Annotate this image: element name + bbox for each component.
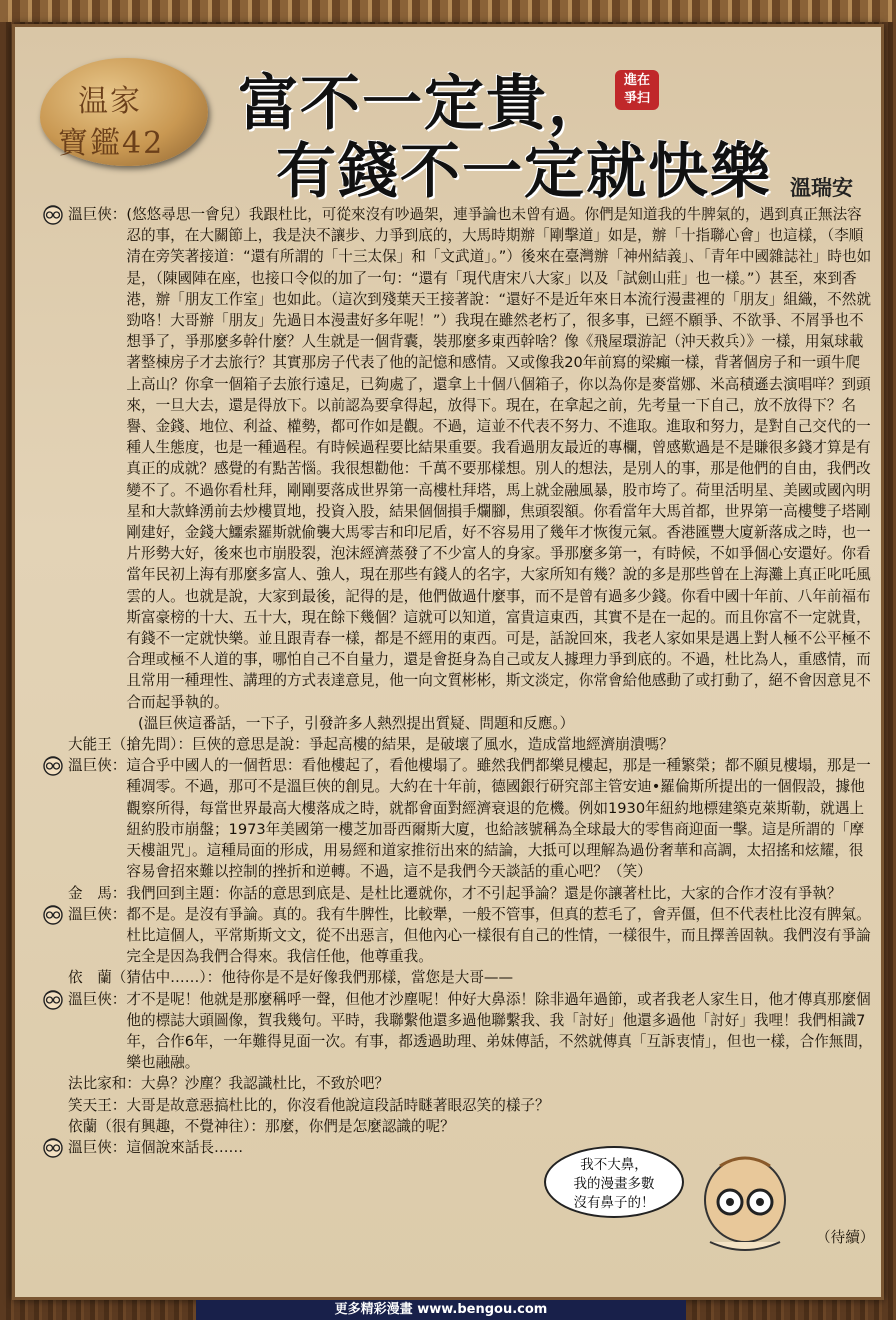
red-stamp: 進在 爭扫 bbox=[615, 70, 659, 110]
title-line-1: 富不一定貴， bbox=[238, 69, 610, 139]
series-issue: 寶鑑42 bbox=[58, 126, 165, 161]
speech-text: 巨俠的意思是說：爭起高樓的結果，是破壞了風水，造成當地經濟崩潰嗎？ bbox=[192, 736, 674, 754]
bubble-line: 沒有鼻子的！ bbox=[573, 1195, 655, 1211]
speaker-label: 溫巨俠： bbox=[68, 905, 127, 923]
speech-text: 這個說來話長…… bbox=[126, 1138, 244, 1156]
caricature-icon bbox=[690, 1150, 800, 1260]
speech-text: 大哥是故意惡搞杜比的，你沒看他說這段話時瞇著眼忍笑的樣子？ bbox=[126, 1096, 550, 1114]
dialogue-entry bbox=[42, 734, 874, 755]
author-name: 溫瑞安 bbox=[790, 176, 853, 200]
speaker-label: 大能王（搶先問）： bbox=[68, 736, 193, 754]
speaker-face-icon bbox=[42, 990, 64, 1010]
bubble-line: 我不大鼻， bbox=[580, 1157, 648, 1173]
footer-site-banner[interactable]: 更多精彩漫畫 www.bengou.com bbox=[196, 1300, 686, 1320]
speaker-label: 笑天王： bbox=[68, 1096, 127, 1114]
dialogue-entry bbox=[42, 989, 874, 1074]
speaker-label: 溫巨俠： bbox=[68, 1138, 127, 1156]
speaker-label: 法比家和： bbox=[68, 1075, 141, 1093]
dialogue-body bbox=[42, 204, 874, 1158]
title-line-2: 有錢不一定就快樂 bbox=[276, 137, 772, 207]
speech-text: 這合乎中國人的一個哲思：看他樓起了，看他樓塌了。雖然我們都樂見樓起，那是一種繁榮；都不願見樓塌，那是一種凋零。不過，那可不是溫巨俠的創見。大約在十年前，德國銀行研究部主管安迪•羅倫斯所提出的一個假設，據他觀察所得，每當世界最高大樓落成之時，就都會面對經濟衰退的危機。例如1930年紐約地標建築克萊斯勒，就遇上紐約股市崩盤；1973年美國第一樓芝加哥西爾斯大廈，也給該號稱為全球最大的零售商迎面一擊。這是所謂的「摩天樓詛咒」。這種局面的形成，用易經和道家推衍出來的結論，大抵可以理解為過份奢華和高調，太招搖和炫耀，很容易會招來難以控制的挫折和逆轉。不過，這不是我們今天談話的重心吧？（笑） bbox=[126, 757, 871, 881]
speaker-label: 溫巨俠： bbox=[68, 206, 127, 223]
dialogue-entry bbox=[42, 904, 874, 968]
speaker-face-icon bbox=[42, 205, 64, 225]
speech-text: 我們回到主題：你話的意思到底是、是杜比遷就你，才不引起爭論？還是你讓著杜比，大家的合作才沒有爭執？ bbox=[126, 884, 842, 902]
speaker-face-icon bbox=[42, 905, 64, 925]
speaker-label: 溫巨俠： bbox=[68, 990, 127, 1008]
series-name: 温家 bbox=[78, 84, 142, 119]
dialogue-entry bbox=[42, 1073, 874, 1094]
bubble-line: 我的漫畫多數 bbox=[573, 1176, 655, 1192]
speaker-label: 金 馬： bbox=[68, 884, 127, 902]
speaker-face-icon bbox=[42, 1138, 64, 1158]
speaker-label: 溫巨俠： bbox=[68, 757, 127, 775]
dialogue-entry bbox=[42, 204, 874, 713]
speech-text: 大鼻？沙塵？我認識杜比，不致於吧？ bbox=[140, 1075, 390, 1093]
speech-text: 都不是。是沒有爭論。真的。我有牛脾性，比較犟，一般不管事，但真的惹毛了，會弄僵，但不代表杜比沒有脾氣。杜比這個人，平常斯斯文文，從不出惡言，但他內心一樣很有自己的性情，一樣很牛，而且擇善固執。我們沒有爭論完全是因為我們合得來。我信任他，他尊重我。 bbox=[126, 905, 871, 966]
dialogue-entry bbox=[42, 755, 874, 882]
continued-label: （待續） bbox=[816, 1229, 875, 1246]
dialogue-entry bbox=[42, 883, 874, 904]
speech-text: (悠悠尋思一會兒）我跟杜比，可從來沒有吵過架，連爭論也未曾有過。你們是知道我的牛脾氣的，遇到真正無法容忍的事，在大關節上，我是決不讓步、力爭到底的，大馬時期辦「剛擊道」如是，辦「十指聯心會」也這樣，（李順清在旁笑著接道：“還有所謂的「十三太保」和「文武道」。”）後來在臺灣辦「神州結義」、「青年中國雜誌社」時也如是，（陳國陣在座，也接口令似的加了一句：“還有「現代唐宋八大家」以及「試劍山莊」也一樣。”）甚至，來到香港，辦「朋友工作室」也如此。（這次到殘葉天王接著說：“還好不是近年來日本流行漫畫裡的「朋友」組織，不然就勁咯！大哥辦「朋友」先過日本漫畫好多年呢！”）我現在雖然老朽了，很多事，已經不願爭、不欲爭、不屑爭也不想爭了，爭那麼多幹什麼？人生就是一個背囊，裝那麼多東西幹啥？像《飛屋環游記（沖天救兵）》一樣，用氣球載著整棟房子才去旅行？其實那房子代表了他的記憶和感情。又或像我20年前寫的梁癲一樣，背著個房子和一頭牛爬上高山？你拿一個箱子去旅行遠足，已夠處了，還拿上十個八個箱子，你以為你是麥當娜、米高積遜去演唱咩？到頭來，一旦大去，還是得放下。以前認為要拿得起，放得下。現在，在拿起之前，先考量一下自己，放不放得下？名譽、金錢、地位、利益、權勢，都可作如是觀。不過，這並不代表不努力、不進取。進取和努力，是對自己交代的一種人生態度，也是一種過程。有時候過程要比結果重要。我看過朋友最近的專欄，曾感歎過是不是賺很多錢才算是有真正的成就？感覺的有點苦惱。我很想勸他：千萬不要那樣想。別人的想法，是別人的事，那是他們的自由，我們改變不了。不過你看杜拜，剛剛要落成世界第一高樓杜拜塔，馬上就金融風暴，股市垮了。荷里活明星、美國或國內明星和大款蜂湧前去炒樓買地，投資入股，結果個個損手爛腳，焦頭裂額。你看當年大馬首都，世界第一高樓雙子塔剛剛建好，金錢大鱷索羅斯就偷襲大馬零吉和印尼盾，好不容易用了幾年才恢復元氣。香港匯豐大廈新落成之時，也一片形勢大好，後來也市崩股裂，泡沫經濟蒸發了不少富人的身家。爭那麼多第一，有時候，不如爭個心安還好。你看當年民初上海有那麼多富人、強人，現在那些有錢人的名字，大家所知有幾？說的多是那些曾在上海灘上真正叱吒風雲的人。也就是說，大家到最後，記得的是，他們做過什麼事，而不是曾有過多少錢。你看中國十年前、八年前福布斯富豪榜的十大、五十大，現在餘下幾個？這就可以知道，富貴這東西，其實不是在一起的。而且你富不一定就貴，有錢不一定就快樂。並且跟青春一樣，都是不經用的東西。可是，話說回來，我老人家如果是遇上對人極不公平極不合理或極不人道的事，哪怕自己不自量力，還是會挺身為自己或友人據理力爭到底的。不過，杜比為人，重感情，而且常用一種理性、講理的方式表達意見，他一向文質彬彬，斯文淡定，你常會給他感動了或打動了，絕不會因意見不合而起爭執的。 bbox=[126, 206, 872, 711]
dialogue-entry bbox=[42, 967, 874, 988]
dialogue-entry bbox=[42, 713, 874, 734]
dialogue-entry bbox=[42, 1116, 874, 1137]
speech-bubble bbox=[544, 1146, 684, 1218]
narration-note: (溫巨俠這番話，一下子，引發許多人熱烈提出質疑、問題和反應。） bbox=[138, 714, 575, 732]
speaker-label: 依蘭（很有興趣，不覺神往）： bbox=[68, 1117, 266, 1135]
speaker-label: 依 蘭（猜估中……）： bbox=[68, 969, 222, 987]
dialogue-entry bbox=[42, 1095, 874, 1116]
speech-text: 那麼，你們是怎麼認識的呢？ bbox=[265, 1117, 455, 1135]
speech-text: 他待你是不是好像我們那樣，當您是大哥—— bbox=[221, 969, 514, 987]
speech-text: 才不是呢！他就是那麼稱呼一聲，但他才沙塵呢！仲好大鼻添！除非過年過節，或者我老人家生日，他才傳真那麼個他的標誌大頭圖像，賀我幾句。平時，我聯繫他還多過他聯繫我、我「討好」他還多過他「討好」我哩！我們相識7年，合作6年，一年難得見面一次。有事，都透過助理、弟妹傳話，不然就傳真「互訴衷情」，但也一樣，合作無間，樂也融融。 bbox=[126, 990, 873, 1072]
top-trim bbox=[0, 0, 896, 22]
speaker-face-icon bbox=[42, 756, 64, 776]
